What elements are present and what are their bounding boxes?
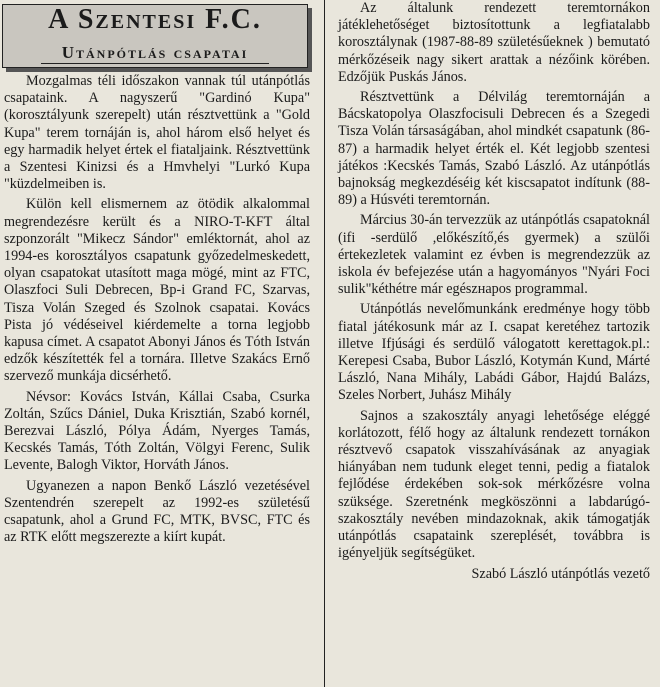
article-title: A Szentesi F.C. — [48, 4, 262, 35]
paragraph: Az általunk rendezett teremtornákon játéklehetőséget biztosítottunk a legfiatalabb korosztálynak (1987-88-89 születésűeknek ) bemutató mérkőzéseik nagy sikert arattak a nézőink körében. Edzőjük Puskás János. — [338, 0, 650, 85]
paragraph: Résztvettünk a Délvilág teremtornáján a Bácskatopolya Olaszfocisuli Debrecen és a Szegedi Tisza Volán társaságában, ahol mindkét csapatunk (86-87) a harmadik helyet érték el. Két legjobb szentesi játékos :Kecskés Tamás, Szabó László. Az utánpótlás bajnokság megkezdéséig két kiscsapatot indítunk (88-89) a Húsvéti teremtornán. — [338, 89, 650, 209]
left-column — [0, 0, 318, 687]
paragraph: Sajnos a szakosztály anyagi lehetősége eléggé korlátozott, félő hogy az általunk rendezett tornákon résztvevő csapatok visszahívásának az anyagiak hiányában nem tudunk eleget tenni, pedig a fiatalok fejlődése érdekében sok-sok mérkőzésre volna szüksége. Szeretnénk megköszönni a labdarúgó-szakosztály nevében mindazoknak, akik támogatják utánpótlás csapataink szereplését, továbbra is igényeljük segítségüket. — [338, 407, 650, 562]
right-body — [338, 0, 650, 586]
paragraph: Mozgalmas téli időszakon vannak túl utánpótlás csapataink. A nagyszerű "Gardinó Kupa" (korosztályunk szerepelt) után résztvettünk a "Gold Kupa" terem tornáján is, ahol három első helyet és egy harmadik helyet értek el fiataljaink. Résztvettünk a Szentesi Kinizsi és a Hmvhelyi "Lurkó Kupa "küzdelmeiben is. — [4, 73, 310, 193]
paragraph: Utánpótlás nevelőmunkánk eredménye hogy több fiatal játékosunk már az I. csapat keretéhez tartozik illetve Ifjúsági és serdülő válogatott kerettagok.pl.: Kerepesi Csaba, Bubor László, Kotymán Kund, Márté László, Nana Mihály, Labádi Gábor, Hajdú Balázs, Szeles Norbert, Juhász Mihály — [338, 301, 650, 404]
paragraph: Március 30-án tervezzük az utánpótlás csapatoknál (ifi -serdülő ,előkészítő,és gyermek) a szülői értekezletek valamint ez évben is megrendezzük az iskola év befejezése után a hagyományos "Nyári Foci sulik"kéthétre már egészнapos programmal. — [338, 212, 650, 298]
signature: Szabó László utánpótlás vezető — [471, 565, 650, 582]
paragraph: Külön kell elismernem az ötödik alkalommal megrendezésre került és a NIRO-T-KFT által szponzorált "Mikecz Sándor" emléktornát, ahol az 1994-es korosztályos csapatunk győzedelmeskedett, olyan csapatokat utasított maga mögé, mint az FTC, Olaszfoci Suli Debrecen, Bp-i Grand FC, Szarvas, Tisza Volán Szeged és Szolnok csapatai. Kovács Pista jó védéseivel kiérdemelte a torna legjobb kapusa címet. A csapatot Abonyi János és Tóth István edzők készítették fel a tornára. Illetve Szakács Ernő szervező munkája dicsérhető. — [4, 196, 310, 385]
paragraph: Ugyanezen a napon Benkő László vezetésével Szentendrén szerepelt az 1992-es születésű csapatunk, ahol a Grund FC, MTK, BVSC, FTC és az RTK előtt megszerezte a kiírt kupát. — [4, 477, 310, 546]
left-body — [4, 73, 310, 549]
column-divider — [324, 0, 325, 687]
right-column — [332, 0, 654, 687]
paragraph: Névsor: Kovács István, Kállai Csaba, Csurka Zoltán, Szűcs Dániel, Duka Krisztián, Szabó kornél, Berezvai László, Pólya Ádám, Nyerges Tamás, Kecskés Tamás, Tóth Zoltán, Völgyi Ferenc, Sulik Levente, Balogh Viktor, Horváth János. — [4, 388, 310, 474]
title-box — [2, 4, 308, 68]
article-subtitle: Utánpótlás csapatai — [3, 44, 307, 61]
